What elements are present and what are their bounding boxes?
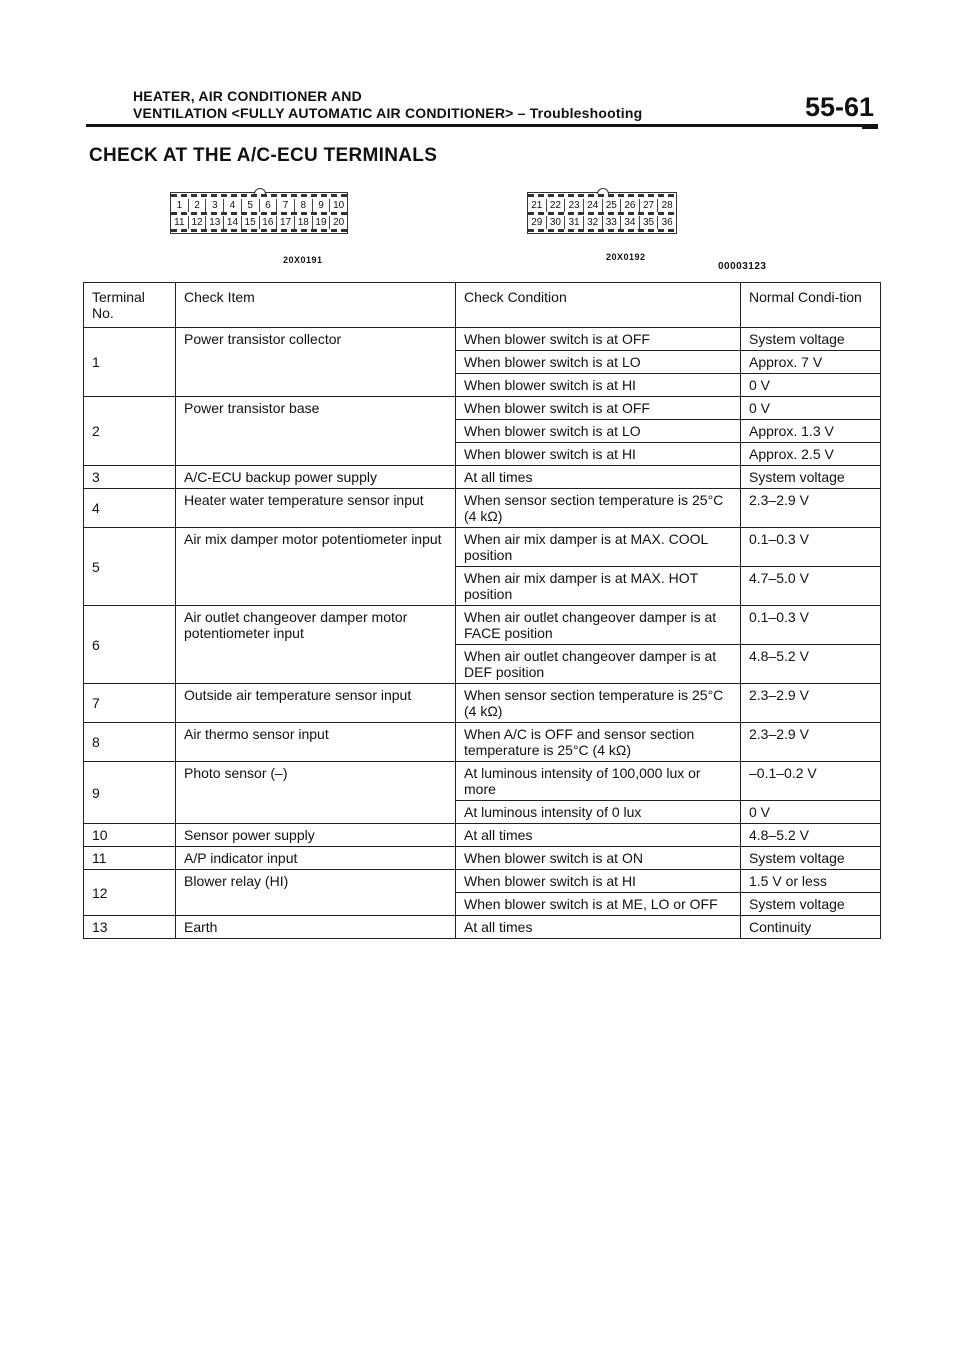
connector-outline: [528, 194, 676, 197]
connector-pin: 12: [189, 216, 207, 230]
table-row: [84, 824, 881, 847]
connector-pin: 11: [171, 216, 189, 230]
check-item: Outside air temperature sensor input: [176, 684, 456, 723]
section-title: CHECK AT THE A/C-ECU TERMINALS: [89, 145, 438, 166]
connector-pin: 7: [277, 199, 295, 213]
connector-pin: 24: [584, 199, 603, 213]
terminal-number: 5: [84, 528, 176, 606]
connector-code-2: 20X0192: [606, 252, 646, 262]
check-item: Air outlet changeover damper motor potentiometer input: [176, 606, 456, 684]
terminal-table: [83, 282, 881, 939]
page-number: 55-61: [804, 92, 874, 122]
table-row: [84, 916, 881, 939]
table-row: [84, 847, 881, 870]
check-item: Heater water temperature sensor input: [176, 489, 456, 528]
connector-pin: 35: [640, 216, 659, 230]
connector-pin: 3: [206, 199, 224, 213]
table-row: [84, 870, 881, 893]
table-row: [84, 528, 881, 567]
connector-pin: 5: [242, 199, 260, 213]
connector-pin: 22: [547, 199, 566, 213]
normal-condition: 0 V: [741, 801, 881, 824]
check-condition: When A/C is OFF and sensor section temperature is 25°C (4 kΩ): [456, 723, 741, 762]
normal-condition: System voltage: [741, 893, 881, 916]
terminal-number: 7: [84, 684, 176, 723]
table-row: [84, 328, 881, 351]
check-condition: At all times: [456, 824, 741, 847]
terminal-number: 8: [84, 723, 176, 762]
terminal-number: 11: [84, 847, 176, 870]
terminal-number: 12: [84, 870, 176, 916]
terminal-number: 4: [84, 489, 176, 528]
connector-pin: 14: [224, 216, 242, 230]
check-condition: When air outlet changeover damper is at DEF position: [456, 645, 741, 684]
check-condition: When blower switch is at LO: [456, 420, 741, 443]
table-row: [84, 397, 881, 420]
check-condition: At all times: [456, 466, 741, 489]
connector-pin: 25: [603, 199, 622, 213]
terminal-number: 1: [84, 328, 176, 397]
check-item: Earth: [176, 916, 456, 939]
normal-condition: Approx. 1.3 V: [741, 420, 881, 443]
table-row: [84, 489, 881, 528]
connector-pin: 26: [621, 199, 640, 213]
normal-condition: –0.1–0.2 V: [741, 762, 881, 801]
check-item: Blower relay (HI): [176, 870, 456, 916]
normal-condition: 0.1–0.3 V: [741, 606, 881, 645]
normal-condition: 4.8–5.2 V: [741, 645, 881, 684]
check-condition: When blower switch is at OFF: [456, 328, 741, 351]
normal-condition: System voltage: [741, 847, 881, 870]
connector-pin: 23: [565, 199, 584, 213]
check-item: Air mix damper motor potentiometer input: [176, 528, 456, 606]
check-condition: When blower switch is at HI: [456, 374, 741, 397]
connector-pin: 1: [171, 199, 189, 213]
table-row: [84, 723, 881, 762]
connector-pin: 36: [661, 217, 673, 228]
connector-pin: 27: [640, 199, 659, 213]
normal-condition: Approx. 2.5 V: [741, 443, 881, 466]
normal-condition: 2.3–2.9 V: [741, 723, 881, 762]
header-line-2: VENTILATION <FULLY AUTOMATIC AIR CONDITIONER> – Troubleshooting: [133, 105, 643, 121]
connector-pin: 30: [547, 216, 566, 230]
connector-pin: 13: [206, 216, 224, 230]
table-body: [84, 328, 881, 939]
check-condition: At luminous intensity of 0 lux: [456, 801, 741, 824]
connector-pin-row: [528, 216, 676, 230]
check-condition: When air mix damper is at MAX. COOL position: [456, 528, 741, 567]
table-row: [84, 606, 881, 645]
normal-condition: Approx. 7 V: [741, 351, 881, 374]
connector-outline: [528, 229, 676, 232]
connector-code-1: 20X0191: [283, 255, 323, 265]
table-row: [84, 466, 881, 489]
normal-condition: 2.3–2.9 V: [741, 489, 881, 528]
check-condition: When blower switch is at HI: [456, 443, 741, 466]
check-condition: When blower switch is at HI: [456, 870, 741, 893]
normal-condition: System voltage: [741, 466, 881, 489]
normal-condition: 0 V: [741, 374, 881, 397]
normal-condition: 2.3–2.9 V: [741, 684, 881, 723]
check-item: Air thermo sensor input: [176, 723, 456, 762]
check-item: A/P indicator input: [176, 847, 456, 870]
connector-pin: 2: [189, 199, 207, 213]
normal-condition: Continuity: [741, 916, 881, 939]
col-header-normal-condition: Normal Condi-tion: [741, 283, 881, 328]
header-rule-tab: [862, 124, 878, 129]
check-item: Power transistor collector: [176, 328, 456, 397]
table-row: [84, 684, 881, 723]
table-row: [84, 762, 881, 801]
check-condition: When sensor section temperature is 25°C (4 kΩ): [456, 684, 741, 723]
check-condition: When air outlet changeover damper is at FACE position: [456, 606, 741, 645]
table-header-row: [84, 283, 881, 328]
col-header-terminal: Terminal No.: [84, 283, 176, 328]
connector-pin: 28: [661, 200, 673, 211]
connector-outline: [528, 212, 676, 215]
normal-condition: 0 V: [741, 397, 881, 420]
connector-pin: 29: [528, 216, 547, 230]
connector-diagram-1: [170, 192, 348, 234]
check-condition: When blower switch is at LO: [456, 351, 741, 374]
connector-pin: 15: [242, 216, 260, 230]
connector-pin: 16: [260, 216, 278, 230]
check-condition: At luminous intensity of 100,000 lux or more: [456, 762, 741, 801]
normal-condition: System voltage: [741, 328, 881, 351]
check-item: Sensor power supply: [176, 824, 456, 847]
check-condition: When air mix damper is at MAX. HOT position: [456, 567, 741, 606]
terminal-number: 9: [84, 762, 176, 824]
col-header-check-item: Check Item: [176, 283, 456, 328]
connector-pin-row: [171, 216, 347, 230]
connector-outline: [171, 194, 347, 197]
normal-condition: 4.7–5.0 V: [741, 567, 881, 606]
connector-pin: 34: [621, 216, 640, 230]
connector-outline: [171, 212, 347, 215]
figure-code: 00003123: [718, 261, 767, 272]
connector-pin: 18: [295, 216, 313, 230]
normal-condition: 0.1–0.3 V: [741, 528, 881, 567]
connector-pin: 10: [333, 200, 345, 211]
check-condition: When blower switch is at ME, LO or OFF: [456, 893, 741, 916]
connector-pin-row: [171, 199, 347, 213]
connector-pin: 19: [313, 216, 331, 230]
col-header-check-condition: Check Condition: [456, 283, 741, 328]
connector-diagram-2: [527, 192, 677, 234]
connector-pin: 32: [584, 216, 603, 230]
normal-condition: 1.5 V or less: [741, 870, 881, 893]
connector-pin: 6: [260, 199, 278, 213]
connector-pin: 21: [528, 199, 547, 213]
connector-outline: [171, 229, 347, 232]
connector-pin-row: [528, 199, 676, 213]
normal-condition: 4.8–5.2 V: [741, 824, 881, 847]
check-condition: When blower switch is at OFF: [456, 397, 741, 420]
connector-pin: 31: [565, 216, 584, 230]
check-condition: At all times: [456, 916, 741, 939]
connector-pin: 33: [603, 216, 622, 230]
terminal-number: 10: [84, 824, 176, 847]
connector-pin: 9: [313, 199, 331, 213]
terminal-number: 6: [84, 606, 176, 684]
terminal-number: 3: [84, 466, 176, 489]
check-item: Photo sensor (–): [176, 762, 456, 824]
header-line-1: HEATER, AIR CONDITIONER AND: [133, 88, 362, 104]
check-condition: When blower switch is at ON: [456, 847, 741, 870]
connector-pin: 4: [224, 199, 242, 213]
check-item: A/C-ECU backup power supply: [176, 466, 456, 489]
connector-pin: 8: [295, 199, 313, 213]
terminal-number: 2: [84, 397, 176, 466]
connector-pin: 17: [277, 216, 295, 230]
header-rule: [86, 124, 878, 127]
terminal-number: 13: [84, 916, 176, 939]
connector-pin: 20: [333, 217, 345, 228]
check-condition: When sensor section temperature is 25°C (4 kΩ): [456, 489, 741, 528]
check-item: Power transistor base: [176, 397, 456, 466]
